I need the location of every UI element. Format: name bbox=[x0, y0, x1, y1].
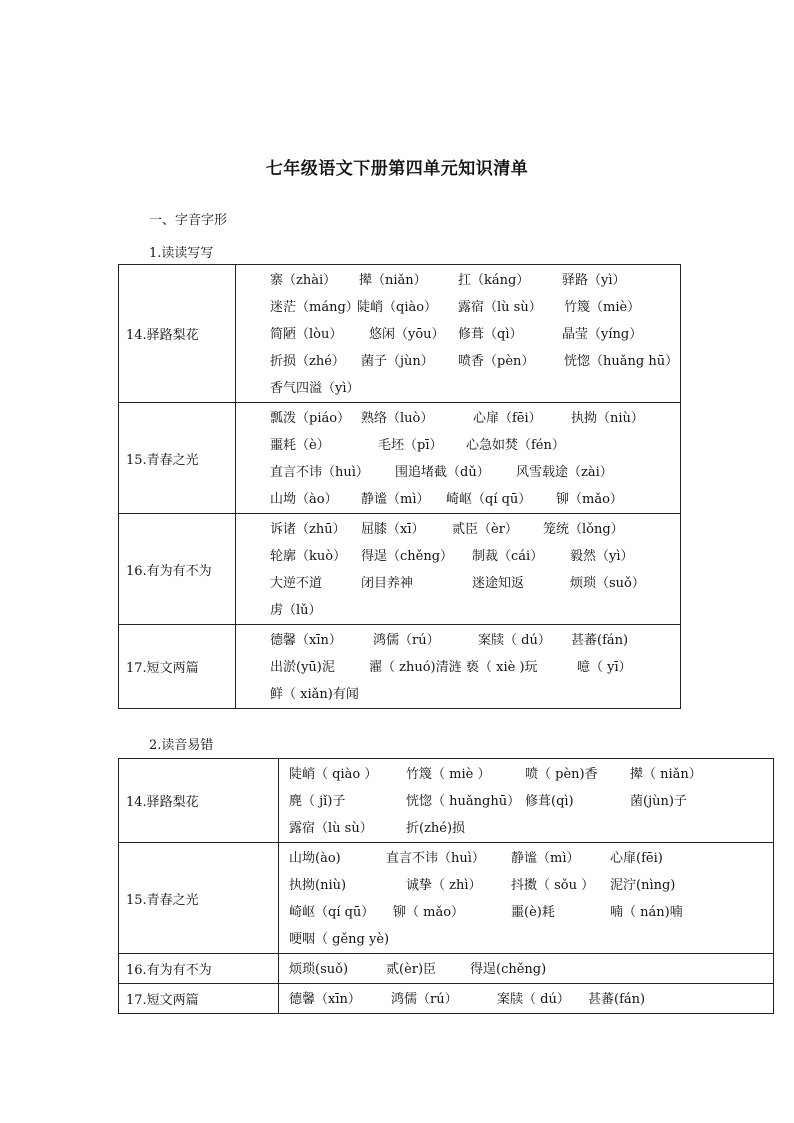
vocabulary-line bbox=[236, 459, 680, 486]
vocabulary-line bbox=[236, 654, 680, 681]
vocabulary-line bbox=[236, 681, 680, 708]
vocabulary-word: 麂（ jǐ)子 bbox=[289, 794, 346, 809]
vocabulary-word: 大逆不道 bbox=[270, 576, 323, 591]
vocabulary-line bbox=[279, 788, 773, 815]
vocabulary-word: 扛（káng） bbox=[458, 273, 530, 288]
subsection-heading-2: 2.读音易错 bbox=[149, 738, 214, 753]
vocabulary-word: 哽咽（ gěng yè) bbox=[289, 932, 390, 947]
vocabulary-word: 鸿儒（rú） bbox=[373, 633, 440, 648]
vocabulary-cell bbox=[236, 625, 681, 709]
vocabulary-line bbox=[279, 899, 773, 926]
vocabulary-line bbox=[236, 432, 680, 459]
vocabulary-word: 静谧（mì） bbox=[361, 492, 430, 507]
vocabulary-word: 菌子（jùn） bbox=[361, 354, 434, 369]
table1-row bbox=[119, 403, 681, 514]
vocabulary-word: 得逞（chěng） bbox=[361, 549, 454, 564]
table2-row bbox=[119, 843, 774, 954]
vocabulary-line bbox=[236, 321, 680, 348]
vocabulary-word: 德馨（xīn） bbox=[289, 992, 361, 1007]
vocabulary-line bbox=[279, 815, 773, 842]
vocabulary-word: 德馨（xīn） bbox=[270, 633, 342, 648]
vocabulary-word: 抖擞（ sǒu ） bbox=[511, 878, 595, 893]
vocabulary-word: 崎岖（qí qū） bbox=[446, 492, 532, 507]
vocabulary-line bbox=[236, 486, 680, 513]
vocabulary-line bbox=[279, 926, 773, 953]
vocabulary-word: 闭目养神 bbox=[361, 576, 414, 591]
vocabulary-word: 崎岖（qí qū） bbox=[289, 905, 375, 920]
vocabulary-word: 噩耗（è） bbox=[270, 438, 330, 453]
vocabulary-line bbox=[279, 761, 773, 788]
vocabulary-word: 折(zhé)损 bbox=[406, 821, 466, 836]
vocabulary-word: 铆（mǎo） bbox=[556, 492, 623, 507]
vocabulary-word: 折损（zhé） bbox=[270, 354, 345, 369]
vocabulary-word: 简陋（lòu） bbox=[270, 327, 343, 342]
vocabulary-word: 迷茫（máng） bbox=[270, 300, 359, 315]
vocabulary-word: 山坳(ào) bbox=[289, 851, 341, 866]
vocabulary-table-2 bbox=[118, 758, 774, 1014]
vocabulary-word: 晶莹（yíng） bbox=[562, 327, 643, 342]
vocabulary-word: 甚蕃(fán) bbox=[571, 633, 629, 648]
vocabulary-word: 泥泞(nìng) bbox=[610, 878, 676, 893]
table1-row bbox=[119, 265, 681, 403]
vocabulary-word: 露宿（lù sù） bbox=[458, 300, 542, 315]
vocabulary-line bbox=[236, 516, 680, 543]
vocabulary-word: 烦琐(suǒ) bbox=[289, 962, 349, 977]
vocabulary-word: 陡峭（ qiào ） bbox=[289, 767, 378, 782]
vocabulary-word: 香气四溢（yì） bbox=[270, 381, 360, 396]
vocabulary-word: 鲜（ xiǎn)有闻 bbox=[270, 687, 359, 702]
vocabulary-word: 贰臣（èr） bbox=[452, 522, 518, 537]
vocabulary-word: 驿路（yì） bbox=[562, 273, 626, 288]
vocabulary-word: 屈膝（xī） bbox=[361, 522, 425, 537]
vocabulary-word: 恍惚（huǎng hū） bbox=[564, 354, 679, 369]
vocabulary-word: 直言不讳（huì） bbox=[270, 465, 369, 480]
table2-row bbox=[119, 759, 774, 843]
vocabulary-word: 山坳（ào） bbox=[270, 492, 338, 507]
vocabulary-line bbox=[279, 845, 773, 872]
vocabulary-word: 喃（ nán)喃 bbox=[610, 905, 683, 920]
vocabulary-word: 静谧（mì） bbox=[511, 851, 580, 866]
vocabulary-line bbox=[279, 986, 773, 1013]
vocabulary-word: 笼统（lǒng） bbox=[543, 522, 624, 537]
vocabulary-word: 贰(èr)臣 bbox=[386, 962, 437, 977]
vocabulary-word: 寨（zhài） bbox=[270, 273, 337, 288]
lesson-title: 15.青春之光 bbox=[119, 843, 279, 954]
vocabulary-line bbox=[236, 570, 680, 597]
vocabulary-word: 诚挚（ zhì） bbox=[406, 878, 482, 893]
vocabulary-word: 执拗（niù） bbox=[571, 411, 644, 426]
vocabulary-line bbox=[236, 267, 680, 294]
vocabulary-word: 执拗(niù) bbox=[289, 878, 347, 893]
vocabulary-line bbox=[236, 405, 680, 432]
vocabulary-word: 喷香（pèn） bbox=[458, 354, 535, 369]
vocabulary-line bbox=[279, 956, 773, 983]
vocabulary-word: 围追堵截（dǔ） bbox=[395, 465, 490, 480]
vocabulary-word: 噫（ yī） bbox=[577, 660, 632, 675]
vocabulary-word: 心急如焚（fén） bbox=[466, 438, 565, 453]
lesson-title: 14.驿路梨花 bbox=[119, 759, 279, 843]
table2-row bbox=[119, 954, 774, 984]
vocabulary-word: 得逞(chěng) bbox=[470, 962, 547, 977]
vocabulary-word: 轮廓（kuò） bbox=[270, 549, 347, 564]
vocabulary-line bbox=[236, 627, 680, 654]
table1-row bbox=[119, 514, 681, 625]
vocabulary-word: 心扉(fēi) bbox=[610, 851, 663, 866]
lesson-title: 17.短文两篇 bbox=[119, 625, 236, 709]
vocabulary-cell bbox=[279, 984, 774, 1014]
vocabulary-word: 迷途知返 bbox=[472, 576, 525, 591]
vocabulary-cell bbox=[279, 759, 774, 843]
vocabulary-word: 竹篾（ miè ） bbox=[406, 767, 491, 782]
vocabulary-word: 心扉（fēi） bbox=[473, 411, 542, 426]
vocabulary-word: 案牍（ dú） bbox=[497, 992, 570, 1007]
lesson-title: 16.有为有不为 bbox=[119, 954, 279, 984]
vocabulary-line bbox=[236, 348, 680, 375]
vocabulary-word: 陡峭（qiào） bbox=[357, 300, 438, 315]
vocabulary-word: 喷（ pèn)香 bbox=[525, 767, 598, 782]
vocabulary-word: 亵（ xiè )玩 bbox=[466, 660, 538, 675]
vocabulary-word: 撵（niǎn） bbox=[359, 273, 427, 288]
section-heading: 一、字音字形 bbox=[149, 213, 228, 228]
vocabulary-word: 修葺（qì） bbox=[458, 327, 523, 342]
vocabulary-word: 虏（lǔ） bbox=[270, 603, 322, 618]
vocabulary-word: 直言不讳（huì） bbox=[386, 851, 485, 866]
vocabulary-cell bbox=[236, 265, 681, 403]
vocabulary-line bbox=[279, 872, 773, 899]
vocabulary-word: 噩(è)耗 bbox=[511, 905, 555, 920]
lesson-title: 17.短文两篇 bbox=[119, 984, 279, 1014]
lesson-title: 14.驿路梨花 bbox=[119, 265, 236, 403]
vocabulary-cell bbox=[236, 403, 681, 514]
vocabulary-word: 修葺(qì) bbox=[525, 794, 574, 809]
vocabulary-line bbox=[236, 375, 680, 402]
vocabulary-word: 露宿（lù sù） bbox=[289, 821, 373, 836]
vocabulary-word: 菌(jùn)子 bbox=[630, 794, 687, 809]
lesson-title: 15.青春之光 bbox=[119, 403, 236, 514]
vocabulary-cell bbox=[279, 954, 774, 984]
vocabulary-word: 熟络（luò） bbox=[361, 411, 434, 426]
lesson-title: 16.有为有不为 bbox=[119, 514, 236, 625]
vocabulary-word: 鸿儒（rú） bbox=[391, 992, 458, 1007]
vocabulary-word: 出淤(yū)泥 bbox=[270, 660, 335, 675]
subsection-heading-1: 1.读读写写 bbox=[149, 246, 214, 261]
vocabulary-word: 毛坯（pī） bbox=[378, 438, 443, 453]
vocabulary-word: 案牍（ dú） bbox=[478, 633, 551, 648]
vocabulary-word: 风雪载途（zài） bbox=[516, 465, 613, 480]
vocabulary-word: 烦琐（suǒ） bbox=[570, 576, 645, 591]
vocabulary-word: 诉诸（zhū） bbox=[270, 522, 346, 537]
vocabulary-word: 恍惚（ huǎnghū） bbox=[406, 794, 521, 809]
vocabulary-cell bbox=[236, 514, 681, 625]
vocabulary-word: 甚蕃(fán) bbox=[588, 992, 646, 1007]
vocabulary-word: 瓢泼（piáo） bbox=[270, 411, 351, 426]
page-title: 七年级语文下册第四单元知识清单 bbox=[265, 159, 529, 179]
vocabulary-word: 制裁（cái） bbox=[472, 549, 544, 564]
vocabulary-word: 铆（ mǎo） bbox=[393, 905, 465, 920]
vocabulary-word: 竹篾（miè） bbox=[564, 300, 641, 315]
vocabulary-line bbox=[236, 543, 680, 570]
vocabulary-cell bbox=[279, 843, 774, 954]
vocabulary-line bbox=[236, 294, 680, 321]
vocabulary-word: 毅然（yì） bbox=[570, 549, 634, 564]
vocabulary-word: 悠闲（yōu） bbox=[369, 327, 445, 342]
vocabulary-word: 濯（ zhuó)清涟 bbox=[369, 660, 462, 675]
table2-row bbox=[119, 984, 774, 1014]
vocabulary-table-1 bbox=[118, 264, 681, 709]
vocabulary-word: 撵（ niǎn） bbox=[630, 767, 702, 782]
vocabulary-line bbox=[236, 597, 680, 624]
table1-row bbox=[119, 625, 681, 709]
